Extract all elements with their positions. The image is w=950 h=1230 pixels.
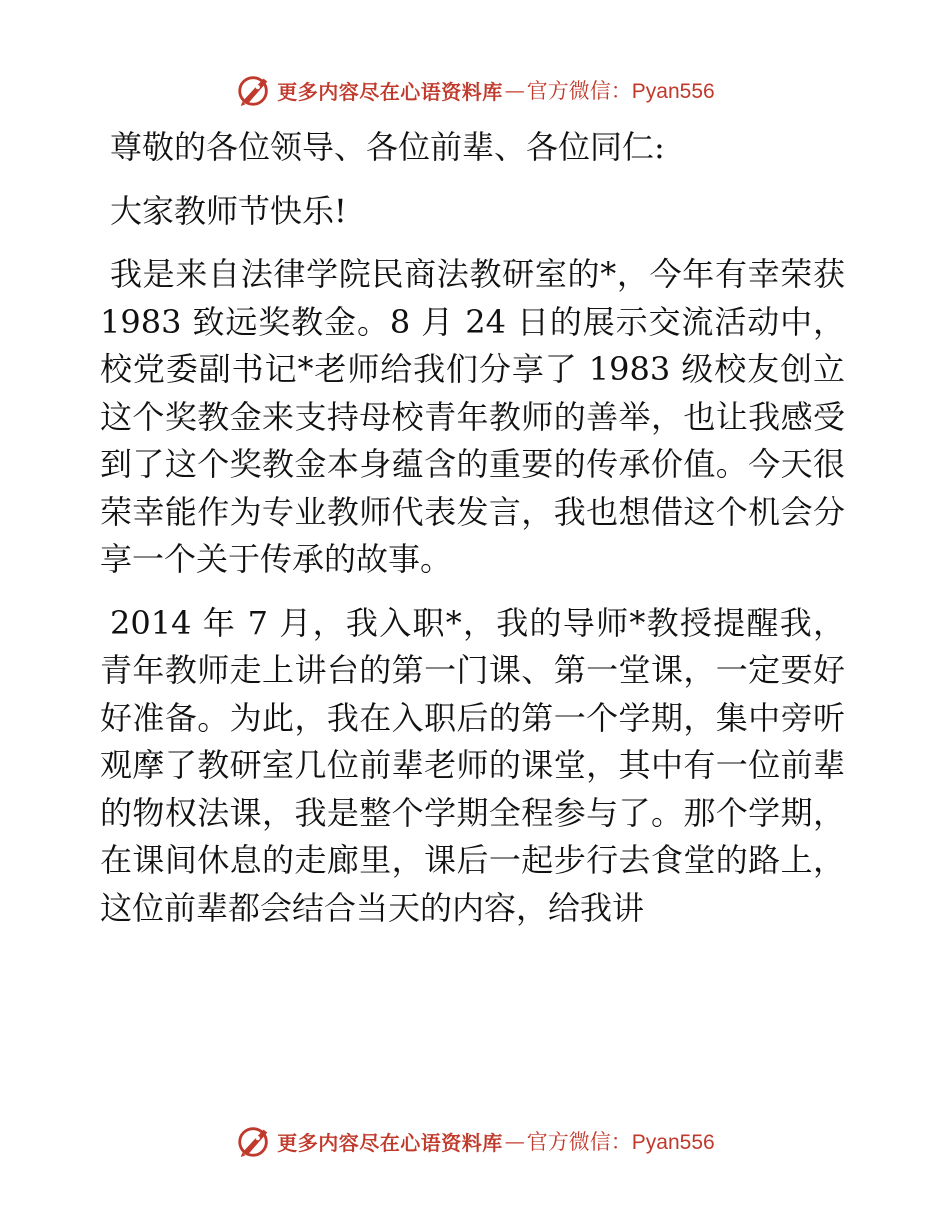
greeting: 大家教师节快乐! [110,191,347,230]
document-body [100,124,845,948]
paragraph-intro: 我是来自法律学院民商法教研室的*，今年有幸荣获 1983 致远奖教金。8 月 24 日的展示交流活动中，校党委副书记*老师给我们分享了 1983 级校友创立这个奖教金来支持母校青年教师的善举，也让我感受到了这个奖教金本身蕴含的重要的传承价值。今天很荣幸能作为专业教师代表发言，我也想借这个机会分享一个关于传承的故事。 [100,255,845,578]
banner-wechat: 官方微信：Pyan556 [526,80,715,103]
pen-logo-icon [235,71,273,109]
banner-text: 更多内容尽在心语资料库 [277,79,503,104]
banner-separator: — [504,1129,525,1153]
banner-wechat: 官方微信：Pyan556 [526,1131,715,1154]
header-banner [0,68,950,112]
banner-separator: — [504,78,525,102]
banner-text: 更多内容尽在心语资料库 [277,1130,503,1155]
pen-logo-icon [235,1122,273,1160]
salutation: 尊敬的各位领导、各位前辈、各位同仁: [110,128,665,166]
paragraph-story: 2014 年 7 月，我入职*，我的导师*教授提醒我，青年教师走上讲台的第一门课、第一堂课，一定要好好准备。为此，我在入职后的第一个学期，集中旁听观摩了教研室几位前辈老师的课堂，其中有一位前辈的物权法课，我是整个学期全程参与了。那个学期，在课间休息的走廊里，课后一起步行去食堂的路上，这位前辈都会结合当天的内容，给我讲 [100,603,845,927]
footer-banner [0,1119,950,1163]
